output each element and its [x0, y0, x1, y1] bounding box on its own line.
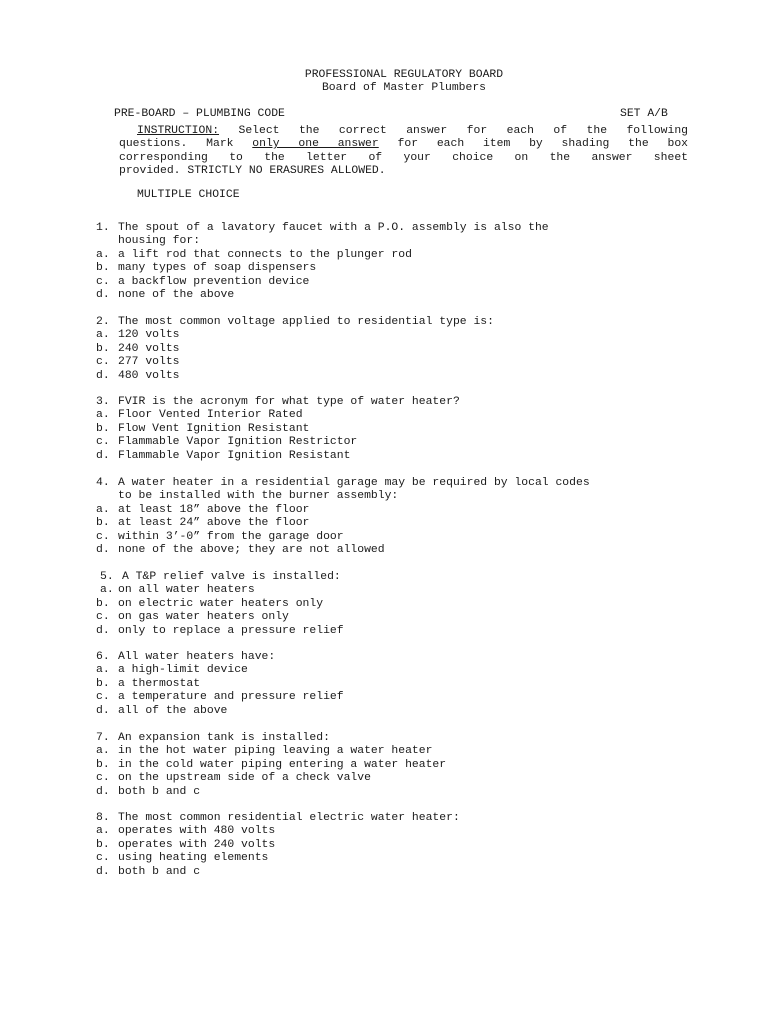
- choice-c: [96, 611, 696, 624]
- board-subtitle: Board of Master Plumbers: [321, 82, 487, 94]
- choice-d: [96, 866, 696, 879]
- choice-text: a temperature and pressure relief: [118, 691, 344, 704]
- choice-d: [96, 625, 696, 638]
- choice-letter: a.: [96, 248, 110, 261]
- question-stem-line: [96, 316, 696, 329]
- choice-letter: c.: [96, 611, 110, 624]
- choice-letter: d.: [96, 369, 110, 382]
- question-number: 4.: [96, 477, 110, 489]
- choice-text: 277 volts: [118, 356, 180, 369]
- choice-text: using heating elements: [118, 852, 269, 865]
- question-number: [96, 490, 118, 503]
- choice-text: operates with 240 volts: [118, 838, 276, 851]
- choice-letter: c.: [96, 772, 110, 785]
- choice-letter: d.: [96, 785, 110, 798]
- question-stem-line: [96, 222, 696, 235]
- question-text: The spout of a lavatory faucet with a P.O. assembly is also the: [118, 222, 549, 234]
- choice-text: at least 24” above the floor: [118, 517, 310, 530]
- choice-text: 480 volts: [118, 369, 180, 382]
- choice-d: [96, 370, 696, 383]
- question-number: 1.: [96, 222, 110, 234]
- choice-letter: c.: [96, 436, 110, 449]
- choice-c: [96, 356, 696, 369]
- question-text: An expansion tank is installed:: [118, 732, 330, 744]
- choice-text: on the upstream side of a check valve: [118, 772, 371, 785]
- question-4: [96, 477, 696, 557]
- choice-a: [96, 249, 696, 262]
- question-text: housing for:: [118, 235, 201, 248]
- choice-text: within 3’-0” from the garage door: [118, 530, 344, 543]
- choice-text: operates with 480 volts: [118, 825, 276, 838]
- choice-b: [96, 423, 696, 436]
- choice-letter: a.: [96, 503, 110, 516]
- choice-a: [96, 664, 696, 677]
- choice-d: [96, 450, 696, 463]
- choice-letter: b.: [96, 758, 110, 771]
- choice-text: many types of soap dispensers: [118, 262, 317, 275]
- exam-set: SET A/B: [620, 108, 668, 120]
- question-stem-line: [96, 490, 696, 503]
- choice-c: [96, 772, 696, 785]
- choice-text: Flammable Vapor Ignition Restrictor: [118, 436, 358, 449]
- question-stem-line: [96, 812, 696, 825]
- choice-a: [96, 329, 696, 342]
- choice-letter: d.: [96, 865, 110, 878]
- question-number: 7.: [96, 732, 110, 744]
- choice-letter: d.: [96, 624, 110, 637]
- choice-letter: a.: [96, 409, 110, 422]
- choice-text: on gas water heaters only: [118, 611, 289, 624]
- question-stem-line: [96, 396, 696, 409]
- choice-text: both b and c: [118, 865, 201, 878]
- choice-text: a lift rod that connects to the plunger rod: [118, 248, 412, 261]
- choice-b: [96, 598, 696, 611]
- instruction-block: [119, 125, 688, 179]
- choice-text: only to replace a pressure relief: [118, 624, 344, 637]
- question-7: [96, 732, 696, 799]
- question-stem-line: [96, 571, 696, 584]
- question-text: The most common residential electric water heater:: [118, 812, 460, 824]
- instruction-line-2-post: for each item by shading the box: [378, 138, 688, 151]
- choice-c: [96, 276, 696, 289]
- instruction-line-2-pre: questions. Mark: [119, 138, 253, 151]
- choice-text: in the cold water piping entering a water heater: [118, 758, 447, 771]
- question-number: 3.: [96, 396, 110, 408]
- question-2: [96, 316, 696, 383]
- question-stem-line: [96, 477, 696, 490]
- choice-b: [96, 759, 696, 772]
- instruction-line-1: [119, 125, 688, 138]
- choice-letter: b.: [96, 262, 110, 275]
- question-number: 5.: [100, 571, 114, 583]
- instruction-line-2: [119, 138, 688, 151]
- question-text: All water heaters have:: [118, 651, 276, 663]
- choice-b: [96, 517, 696, 530]
- choice-text: at least 18” above the floor: [118, 503, 310, 516]
- choice-text: both b and c: [118, 785, 201, 798]
- question-1: [96, 222, 696, 302]
- section-title: MULTIPLE CHOICE: [137, 189, 240, 201]
- question-text: The most common voltage applied to residential type is:: [118, 316, 494, 328]
- choice-c: [96, 436, 696, 449]
- question-number: 6.: [96, 651, 110, 663]
- question-text: A T&P relief valve is installed:: [122, 571, 341, 583]
- exam-title: PRE-BOARD – PLUMBING CODE: [114, 108, 285, 120]
- choice-letter: a.: [96, 825, 110, 838]
- question-stem-line: [96, 651, 696, 664]
- choice-text: none of the above; they are not allowed: [118, 543, 385, 556]
- question-number: 8.: [96, 812, 110, 824]
- question-8: [96, 812, 696, 879]
- question-5: [96, 571, 696, 638]
- choice-d: [96, 544, 696, 557]
- choice-text: a thermostat: [118, 677, 201, 690]
- choice-letter: a.: [96, 329, 110, 342]
- choice-text: none of the above: [118, 288, 235, 301]
- instruction-label: INSTRUCTION:: [137, 125, 220, 137]
- choice-text: in the hot water piping leaving a water heater: [118, 745, 433, 758]
- choice-b: [96, 678, 696, 691]
- choice-letter: d.: [96, 543, 110, 556]
- board-title: PROFESSIONAL REGULATORY BOARD: [304, 69, 504, 81]
- choice-c: [96, 531, 696, 544]
- question-text: FVIR is the acronym for what type of water heater?: [118, 396, 460, 408]
- choice-b: [96, 343, 696, 356]
- question-stem-line: [96, 732, 696, 745]
- choice-letter: c.: [96, 852, 110, 865]
- question-stem-line: [96, 235, 696, 248]
- choice-a: [96, 745, 696, 758]
- choice-letter: b.: [96, 517, 110, 530]
- instruction-line-1-text: Select the correct answer for each of the following: [219, 125, 688, 137]
- choice-b: [96, 262, 696, 275]
- choice-d: [96, 289, 696, 302]
- choice-text: all of the above: [118, 704, 228, 717]
- choice-text: a high-limit device: [118, 664, 248, 677]
- question-6: [96, 651, 696, 718]
- choice-letter: a.: [96, 664, 110, 677]
- question-number: [96, 235, 118, 248]
- choice-letter: d.: [96, 704, 110, 717]
- instruction-line-4: provided. STRICTLY NO ERASURES ALLOWED.: [119, 165, 386, 178]
- question-text: to be installed with the burner assembly:: [118, 490, 399, 503]
- choice-letter: d.: [96, 288, 110, 301]
- choice-letter: a.: [96, 745, 110, 758]
- choice-text: on electric water heaters only: [118, 597, 324, 610]
- choice-letter: c.: [96, 275, 110, 288]
- choice-text: Floor Vented Interior Rated: [118, 409, 303, 422]
- choice-text: 240 volts: [118, 342, 180, 355]
- choice-letter: b.: [96, 597, 110, 610]
- choice-c: [96, 852, 696, 865]
- choice-text: a backflow prevention device: [118, 275, 310, 288]
- choice-letter: b.: [96, 838, 110, 851]
- choice-letter: d.: [96, 449, 110, 462]
- choice-c: [96, 691, 696, 704]
- choice-text: 120 volts: [118, 329, 180, 342]
- choice-letter: b.: [96, 677, 110, 690]
- instruction-emphasis: only one answer: [252, 138, 379, 151]
- choice-d: [96, 786, 696, 799]
- choice-text: Flow Vent Ignition Resistant: [118, 422, 310, 435]
- choice-letter: c.: [96, 356, 110, 369]
- choice-letter: b.: [96, 422, 110, 435]
- choice-a: [96, 825, 696, 838]
- choice-text: Flammable Vapor Ignition Resistant: [118, 449, 351, 462]
- question-text: A water heater in a residential garage may be required by local codes: [118, 477, 590, 489]
- instruction-line-3: corresponding to the letter of your choice on the answer sheet: [119, 151, 688, 164]
- choice-a: [96, 504, 696, 517]
- choice-b: [96, 839, 696, 852]
- choice-letter: c.: [96, 530, 110, 543]
- choice-text: on all water heaters: [118, 584, 255, 597]
- choice-letter: a.: [100, 584, 114, 597]
- choice-a: [96, 584, 696, 597]
- question-number: 2.: [96, 316, 110, 328]
- choice-d: [96, 705, 696, 718]
- question-3: [96, 396, 696, 463]
- choice-letter: c.: [96, 691, 110, 704]
- choice-letter: b.: [96, 342, 110, 355]
- choice-a: [96, 409, 696, 422]
